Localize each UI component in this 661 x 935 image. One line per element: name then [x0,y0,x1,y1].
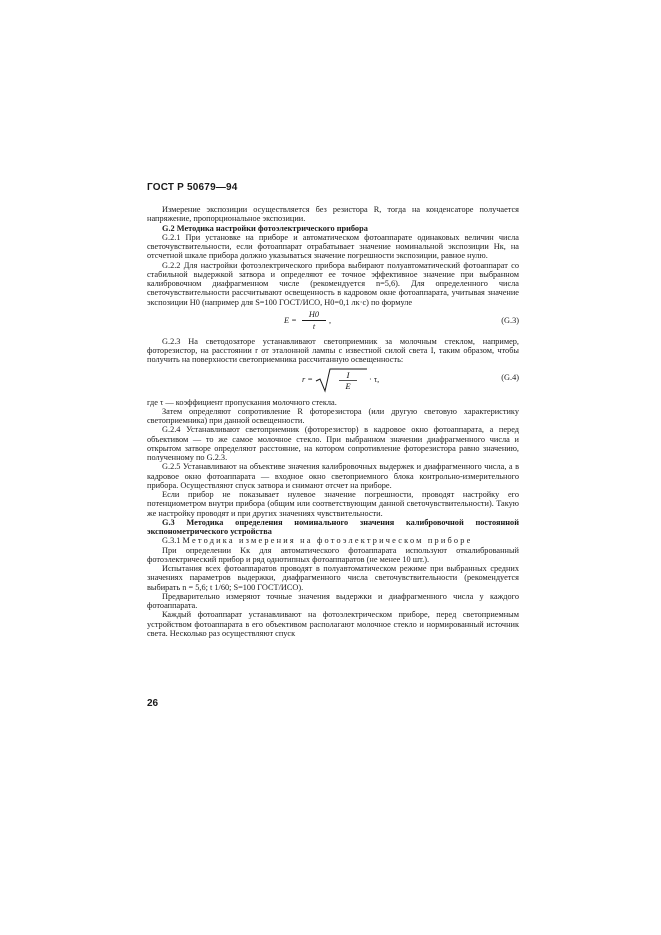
formula-g4-denominator: E [345,381,351,391]
section-title-g3: G.3 Методика определения номинального значения калибровочной постоянной экспонометрического устройства [147,517,519,536]
formula-g3-numerator: H0 [308,309,320,319]
formula-g4-numerator: I [346,370,350,380]
paragraph-g31b: Испытания всех фотоаппаратов проводят в полуавтоматическом режиме при выбранных средних значениях параметров выдержки, диафрагменного числа светочувствительности (рекомендуется выбирать n = 5,6; t 1/60; S=100 ГОСТ/ИСО). [147,564,519,592]
page-number: 26 [147,698,159,709]
formula-g4 [147,367,519,395]
g31-spaced-title: Методика измерения на фотоэлектрическом приборе [182,536,473,546]
section-title-g2: G.2 Методика настройки фотоэлектрического прибора [162,223,368,233]
paragraph-g25: G.2.5 Устанавливают на объективе значения калибровочных выдержек и диафрагменного числа, а в кадровое окно фотоаппарата — входное окно светоприемного блока контрольно-измерительного прибора. Осуществляют спуск затвора и снимают отсчет на приборе. [147,462,519,490]
formula-g3-lhs: E = [284,315,297,325]
paragraph-ifnot: Если прибор не показывает нулевое значение погрешности, проводят настройку его потенциометром внутри прибора (общим или соответствующим данной светочувствительности). Такую же настройку проводят и при других значениях чувствительности. [147,490,519,518]
paragraph-g21: G.2.1 При установке на приборе и автоматическом фотоаппарате одинаковых величин числа светочувствительности, если фотоаппарат отрабатывает значение номинальной экспозиции Hк, на отсчетной шкале прибора должно указываться значение погрешности экспозиции, равное нулю. [147,232,519,261]
paragraph-g31d: Каждый фотоаппарат устанавливают на фотоэлектрическом приборе, перед светоприемным устройством фотоаппарата в его объективом располагают молочное стекло и нормированный источник света. Несколько раз осуществляют спуск [147,610,519,638]
paragraph-g31-heading [147,536,519,545]
paragraph-g24: G.2.4 Устанавливают светоприемник (фоторезистор) в кадровое окно фотоаппарата, а перед объективом — то же самое молочное стекло. При выбранном значении диафрагменного числа и открытом затворе определяют расстояние, на котором сопротивление фоторезистора равно значению, полученному по G.2.3. [147,425,519,462]
paragraph-g31c: Предварительно измеряют точные значения выдержки и диафрагменного числа у каждого фотоаппарата. [147,591,519,610]
formula-g4-lhs: r = [302,374,313,384]
fraction-bar [302,320,326,321]
document-body [147,205,519,638]
formula-g3-label: (G.3) [501,315,519,325]
paragraph-where: где τ — коэффициент пропускания молочного стекла. [147,397,337,407]
formula-g4-label: (G.4) [501,372,519,382]
paragraph-g31a: При определении Kк для автоматического фотоаппарата используют откалиброванный фотоэлектрический прибор и ряд однотипных фотоаппаратов (не менее 10 шт.). [147,545,519,564]
formula-g3-tail: , [329,315,332,325]
paragraph-g22: G.2.2 Для настройки фотоэлектрического прибора выбирают полуавтоматический фотоаппарат со стабильной выдержкой затвора и определяют ее точное эффективное значение при выбранном калибровочном диафрагменном числе (рекомендуется n=5,6). Для определенного числа светочувствительности рассчитывают освещенность в кадровом окне фотоаппарата, учитывая значение экспозиции H0 (например для S=100 ГОСТ/ИСО, H0=0,1 лк·с) по формуле [147,260,519,307]
formula-g4-tail: · τ, [369,374,380,384]
paragraph-g23: G.2.3 На светодозаторе устанавливают светоприемник за молочным стеклом, например, фоторезистор, на расстоянии r от эталонной лампы с известной силой света I, таким образом, чтобы получить на поверхности светоприемника рассчитанную освещенность: [147,336,519,365]
formula-g3-fraction [302,310,326,332]
formula-g3 [147,310,519,334]
document-header: ГОСТ Р 50679—94 [147,182,238,193]
formula-g3-denominator: t [312,322,316,331]
sqrt-sign-icon [315,367,367,393]
formula-g4-sqrt [315,367,367,395]
paragraph-intro: Измерение экспозиции осуществляется без резистора R, тогда на конденсаторе получается напряжение, пропорциональное экспозиции. [147,205,519,224]
g31-number: G.3.1 [162,536,181,546]
paragraph-then: Затем определяют сопротивление R фоторезистора (или другую световую характеристику светоприемника) при данной освещенности. [147,406,519,425]
